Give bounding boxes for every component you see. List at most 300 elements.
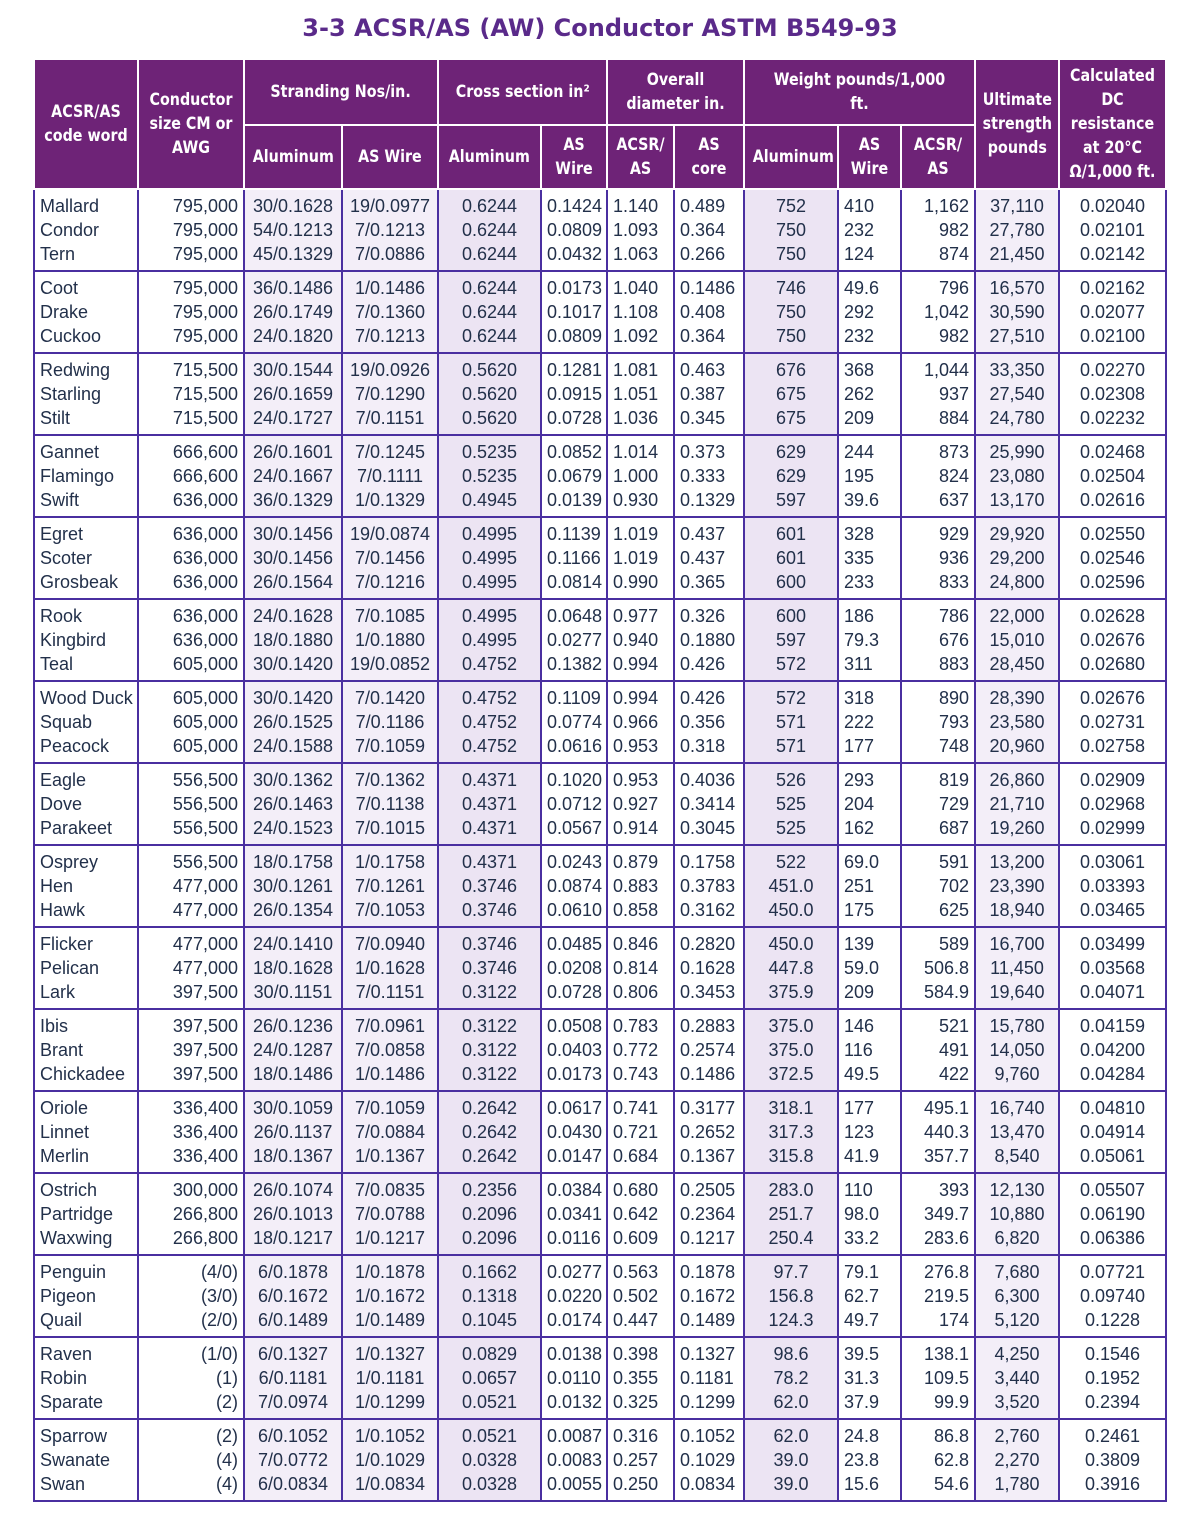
cell-diameter-acsr-as: 0.994 [607, 681, 674, 710]
cell-stranding-aluminum: 45/0.1329 [244, 242, 342, 271]
cell-conductor-size: 666,600 [138, 435, 244, 464]
cell-weight-as-wire: 62.7 [838, 1284, 901, 1308]
cell-weight-as-wire: 33.2 [838, 1226, 901, 1255]
cell-weight-acsr-as: 982 [901, 218, 975, 242]
cell-code-word: Hen [34, 874, 138, 898]
cell-cross-as-wire: 0.0220 [541, 1284, 607, 1308]
cell-cross-as-wire: 0.0277 [541, 628, 607, 652]
cell-code-word: Ostrich [34, 1173, 138, 1202]
cell-conductor-size: 266,800 [138, 1202, 244, 1226]
cell-code-word: Coot [34, 271, 138, 300]
cell-stranding-aluminum: 6/0.1489 [244, 1308, 342, 1337]
cell-diameter-as-core: 0.4036 [674, 763, 744, 792]
cell-diameter-as-core: 0.437 [674, 517, 744, 546]
cell-cross-aluminum: 0.2096 [438, 1202, 541, 1226]
cell-diameter-acsr-as: 0.684 [607, 1144, 674, 1173]
cell-cross-aluminum: 0.4995 [438, 628, 541, 652]
cell-cross-as-wire: 0.0173 [541, 271, 607, 300]
cell-weight-aluminum: 629 [744, 464, 838, 488]
cell-code-word: Chickadee [34, 1062, 138, 1091]
cell-stranding-as-wire: 1/0.1486 [342, 1062, 438, 1091]
cell-conductor-size: 556,500 [138, 816, 244, 845]
cell-weight-acsr-as: 793 [901, 710, 975, 734]
table-row [34, 1337, 1166, 1366]
cell-stranding-as-wire: 1/0.1329 [342, 488, 438, 517]
table-row [34, 927, 1166, 956]
cell-code-word: Tern [34, 242, 138, 271]
cell-stranding-aluminum: 26/0.1564 [244, 570, 342, 599]
cell-stranding-as-wire: 7/0.0884 [342, 1120, 438, 1144]
table-row [34, 1419, 1166, 1448]
cell-weight-as-wire: 123 [838, 1120, 901, 1144]
cell-conductor-size: (4) [138, 1448, 244, 1472]
cell-dc-resistance: 0.02731 [1059, 710, 1166, 734]
cell-dc-resistance: 0.04071 [1059, 980, 1166, 1009]
cell-cross-aluminum: 0.2096 [438, 1226, 541, 1255]
cell-cross-aluminum: 0.3746 [438, 898, 541, 927]
cell-weight-aluminum: 676 [744, 353, 838, 382]
cell-ultimate-strength: 18,940 [975, 898, 1059, 927]
cell-stranding-as-wire: 1/0.1880 [342, 628, 438, 652]
cell-diameter-acsr-as: 0.806 [607, 980, 674, 1009]
cell-code-word: Pigeon [34, 1284, 138, 1308]
cell-code-word: Merlin [34, 1144, 138, 1173]
cell-cross-aluminum: 0.1662 [438, 1255, 541, 1284]
cell-code-word: Gannet [34, 435, 138, 464]
cell-code-word: Condor [34, 218, 138, 242]
cell-weight-as-wire: 98.0 [838, 1202, 901, 1226]
cell-conductor-size: 397,500 [138, 1009, 244, 1038]
cell-weight-acsr-as: 491 [901, 1038, 975, 1062]
cell-cross-as-wire: 0.0277 [541, 1255, 607, 1284]
cell-ultimate-strength: 20,960 [975, 734, 1059, 763]
cell-weight-acsr-as: 506.8 [901, 956, 975, 980]
table-row [34, 599, 1166, 628]
cell-stranding-aluminum: 36/0.1486 [244, 271, 342, 300]
cell-cross-as-wire: 0.0485 [541, 927, 607, 956]
cell-weight-acsr-as: 589 [901, 927, 975, 956]
cell-diameter-as-core: 0.1029 [674, 1448, 744, 1472]
cell-cross-as-wire: 0.0915 [541, 382, 607, 406]
cell-diameter-as-core: 0.408 [674, 300, 744, 324]
cell-ultimate-strength: 25,990 [975, 435, 1059, 464]
cell-code-word: Swanate [34, 1448, 138, 1472]
cell-stranding-as-wire: 7/0.0961 [342, 1009, 438, 1038]
cell-stranding-aluminum: 24/0.1523 [244, 816, 342, 845]
cell-weight-acsr-as: 874 [901, 242, 975, 271]
cell-dc-resistance: 0.02040 [1059, 189, 1166, 218]
cell-stranding-as-wire: 7/0.1456 [342, 546, 438, 570]
cell-weight-aluminum: 571 [744, 734, 838, 763]
cell-code-word: Parakeet [34, 816, 138, 845]
cell-dc-resistance: 0.09740 [1059, 1284, 1166, 1308]
cell-dc-resistance: 0.02758 [1059, 734, 1166, 763]
table-row [34, 435, 1166, 464]
cell-cross-aluminum: 0.0829 [438, 1337, 541, 1366]
cell-dc-resistance: 0.05507 [1059, 1173, 1166, 1202]
cell-weight-acsr-as: 702 [901, 874, 975, 898]
table-row [34, 570, 1166, 599]
cell-stranding-as-wire: 7/0.1053 [342, 898, 438, 927]
cell-weight-acsr-as: 1,042 [901, 300, 975, 324]
cell-cross-as-wire: 0.0712 [541, 792, 607, 816]
table-row [34, 681, 1166, 710]
cell-stranding-aluminum: 7/0.0974 [244, 1390, 342, 1419]
cell-weight-as-wire: 110 [838, 1173, 901, 1202]
cell-diameter-as-core: 0.1880 [674, 628, 744, 652]
cell-stranding-as-wire: 1/0.1628 [342, 956, 438, 980]
table-row [34, 271, 1166, 300]
cell-weight-as-wire: 79.3 [838, 628, 901, 652]
cell-cross-as-wire: 0.1281 [541, 353, 607, 382]
cell-ultimate-strength: 11,450 [975, 956, 1059, 980]
cell-cross-as-wire: 0.0432 [541, 242, 607, 271]
cell-weight-acsr-as: 422 [901, 1062, 975, 1091]
cell-cross-aluminum: 0.6244 [438, 271, 541, 300]
cell-cross-aluminum: 0.0328 [438, 1448, 541, 1472]
cell-cross-as-wire: 0.0174 [541, 1308, 607, 1337]
cell-diameter-as-core: 0.356 [674, 710, 744, 734]
cell-conductor-size: (2/0) [138, 1308, 244, 1337]
cell-diameter-as-core: 0.345 [674, 406, 744, 435]
cell-stranding-as-wire: 7/0.0858 [342, 1038, 438, 1062]
table-row [34, 956, 1166, 980]
cell-ultimate-strength: 28,390 [975, 681, 1059, 710]
cell-dc-resistance: 0.3916 [1059, 1472, 1166, 1501]
cell-weight-as-wire: 31.3 [838, 1366, 901, 1390]
cell-weight-aluminum: 750 [744, 218, 838, 242]
cell-stranding-aluminum: 30/0.1059 [244, 1091, 342, 1120]
cell-cross-aluminum: 0.1318 [438, 1284, 541, 1308]
cell-conductor-size: 336,400 [138, 1091, 244, 1120]
cell-conductor-size: 300,000 [138, 1173, 244, 1202]
cell-weight-as-wire: 368 [838, 353, 901, 382]
cell-weight-aluminum: 250.4 [744, 1226, 838, 1255]
cell-diameter-as-core: 0.437 [674, 546, 744, 570]
cell-stranding-aluminum: 7/0.0772 [244, 1448, 342, 1472]
cell-ultimate-strength: 37,110 [975, 189, 1059, 218]
cell-stranding-aluminum: 26/0.1749 [244, 300, 342, 324]
cell-diameter-acsr-as: 0.858 [607, 898, 674, 927]
cell-cross-as-wire: 0.0147 [541, 1144, 607, 1173]
cell-weight-as-wire: 37.9 [838, 1390, 901, 1419]
cell-diameter-acsr-as: 0.814 [607, 956, 674, 980]
cell-weight-aluminum: 97.7 [744, 1255, 838, 1284]
cell-stranding-aluminum: 18/0.1758 [244, 845, 342, 874]
header-conductor-size: Conductor size CM or AWG [138, 59, 244, 189]
table-row [34, 242, 1166, 271]
cell-dc-resistance: 0.02628 [1059, 599, 1166, 628]
table-row [34, 1255, 1166, 1284]
cell-cross-as-wire: 0.0852 [541, 435, 607, 464]
cell-code-word: Raven [34, 1337, 138, 1366]
cell-conductor-size: (2) [138, 1419, 244, 1448]
cell-weight-as-wire: 293 [838, 763, 901, 792]
cell-stranding-aluminum: 30/0.1456 [244, 546, 342, 570]
cell-stranding-aluminum: 6/0.1181 [244, 1366, 342, 1390]
cell-stranding-aluminum: 26/0.1013 [244, 1202, 342, 1226]
cell-stranding-as-wire: 7/0.1362 [342, 763, 438, 792]
cell-ultimate-strength: 28,450 [975, 652, 1059, 681]
cell-diameter-as-core: 0.1217 [674, 1226, 744, 1255]
cell-cross-aluminum: 0.4752 [438, 681, 541, 710]
cell-weight-as-wire: 39.5 [838, 1337, 901, 1366]
cell-cross-as-wire: 0.0616 [541, 734, 607, 763]
cell-weight-as-wire: 124 [838, 242, 901, 271]
cell-cross-as-wire: 0.1424 [541, 189, 607, 218]
table-row [34, 1366, 1166, 1390]
cell-dc-resistance: 0.02504 [1059, 464, 1166, 488]
cell-ultimate-strength: 9,760 [975, 1062, 1059, 1091]
cell-code-word: Pelican [34, 956, 138, 980]
cell-code-word: Dove [34, 792, 138, 816]
cell-cross-aluminum: 0.4995 [438, 517, 541, 546]
cell-weight-aluminum: 39.0 [744, 1472, 838, 1501]
cell-code-word: Sparate [34, 1390, 138, 1419]
cell-cross-aluminum: 0.1045 [438, 1308, 541, 1337]
cell-diameter-acsr-as: 1.108 [607, 300, 674, 324]
cell-conductor-size: 636,000 [138, 570, 244, 599]
cell-diameter-as-core: 0.1367 [674, 1144, 744, 1173]
cell-diameter-acsr-as: 0.447 [607, 1308, 674, 1337]
table-row [34, 763, 1166, 792]
cell-stranding-as-wire: 1/0.1029 [342, 1448, 438, 1472]
cell-cross-aluminum: 0.4371 [438, 792, 541, 816]
cell-cross-aluminum: 0.4371 [438, 845, 541, 874]
cell-ultimate-strength: 2,270 [975, 1448, 1059, 1472]
cell-diameter-acsr-as: 0.680 [607, 1173, 674, 1202]
cell-cross-aluminum: 0.6244 [438, 189, 541, 218]
cell-diameter-as-core: 0.2574 [674, 1038, 744, 1062]
cell-dc-resistance: 0.02270 [1059, 353, 1166, 382]
cell-conductor-size: 795,000 [138, 218, 244, 242]
cell-diameter-acsr-as: 1.092 [607, 324, 674, 353]
cell-diameter-acsr-as: 0.316 [607, 1419, 674, 1448]
cell-weight-as-wire: 209 [838, 980, 901, 1009]
cell-stranding-as-wire: 7/0.1216 [342, 570, 438, 599]
cell-diameter-as-core: 0.463 [674, 353, 744, 382]
cell-stranding-as-wire: 1/0.1878 [342, 1255, 438, 1284]
cell-code-word: Linnet [34, 1120, 138, 1144]
cell-weight-acsr-as: 349.7 [901, 1202, 975, 1226]
header-stranding: Stranding Nos/in. [244, 59, 438, 125]
cell-diameter-as-core: 0.426 [674, 652, 744, 681]
cell-cross-aluminum: 0.0521 [438, 1390, 541, 1419]
cell-weight-acsr-as: 591 [901, 845, 975, 874]
cell-code-word: Osprey [34, 845, 138, 874]
cell-conductor-size: 605,000 [138, 710, 244, 734]
cell-ultimate-strength: 21,710 [975, 792, 1059, 816]
cell-stranding-aluminum: 30/0.1362 [244, 763, 342, 792]
cell-diameter-as-core: 0.365 [674, 570, 744, 599]
cell-conductor-size: 397,500 [138, 1062, 244, 1091]
cell-cross-as-wire: 0.0728 [541, 406, 607, 435]
cell-dc-resistance: 0.03061 [1059, 845, 1166, 874]
cell-conductor-size: 636,000 [138, 517, 244, 546]
cell-weight-acsr-as: 676 [901, 628, 975, 652]
cell-weight-acsr-as: 937 [901, 382, 975, 406]
cell-code-word: Partridge [34, 1202, 138, 1226]
cell-stranding-aluminum: 30/0.1420 [244, 652, 342, 681]
cell-conductor-size: 266,800 [138, 1226, 244, 1255]
cell-conductor-size: (1) [138, 1366, 244, 1390]
cell-ultimate-strength: 15,780 [975, 1009, 1059, 1038]
cell-diameter-acsr-as: 0.502 [607, 1284, 674, 1308]
cell-stranding-as-wire: 7/0.1151 [342, 406, 438, 435]
cell-dc-resistance: 0.03465 [1059, 898, 1166, 927]
cell-stranding-aluminum: 6/0.1878 [244, 1255, 342, 1284]
cell-weight-as-wire: 69.0 [838, 845, 901, 874]
cell-weight-as-wire: 209 [838, 406, 901, 435]
cell-cross-aluminum: 0.6244 [438, 242, 541, 271]
cell-dc-resistance: 0.02999 [1059, 816, 1166, 845]
cell-cross-as-wire: 0.0814 [541, 570, 607, 599]
cell-dc-resistance: 0.02616 [1059, 488, 1166, 517]
cell-ultimate-strength: 6,820 [975, 1226, 1059, 1255]
cell-stranding-as-wire: 7/0.1261 [342, 874, 438, 898]
cell-stranding-as-wire: 1/0.1181 [342, 1366, 438, 1390]
cell-stranding-aluminum: 18/0.1628 [244, 956, 342, 980]
cell-weight-aluminum: 251.7 [744, 1202, 838, 1226]
cell-stranding-aluminum: 18/0.1880 [244, 628, 342, 652]
cell-dc-resistance: 0.02308 [1059, 382, 1166, 406]
cell-weight-as-wire: 195 [838, 464, 901, 488]
cell-weight-aluminum: 315.8 [744, 1144, 838, 1173]
cell-weight-aluminum: 750 [744, 242, 838, 271]
cell-code-word: Eagle [34, 763, 138, 792]
cell-weight-aluminum: 450.0 [744, 898, 838, 927]
cell-weight-aluminum: 675 [744, 406, 838, 435]
cell-cross-as-wire: 0.0173 [541, 1062, 607, 1091]
cell-code-word: Flicker [34, 927, 138, 956]
cell-weight-acsr-as: 54.6 [901, 1472, 975, 1501]
cell-diameter-acsr-as: 1.140 [607, 189, 674, 218]
cell-weight-aluminum: 597 [744, 488, 838, 517]
cell-diameter-as-core: 0.2505 [674, 1173, 744, 1202]
cell-cross-aluminum: 0.4371 [438, 763, 541, 792]
cell-cross-aluminum: 0.4995 [438, 546, 541, 570]
cell-stranding-aluminum: 26/0.1463 [244, 792, 342, 816]
cell-cross-aluminum: 0.3122 [438, 1009, 541, 1038]
cell-weight-acsr-as: 884 [901, 406, 975, 435]
table-row [34, 1448, 1166, 1472]
cell-ultimate-strength: 13,200 [975, 845, 1059, 874]
table-row [34, 1120, 1166, 1144]
cell-weight-aluminum: 600 [744, 570, 838, 599]
cell-weight-acsr-as: 796 [901, 271, 975, 300]
table-row [34, 1173, 1166, 1202]
cell-conductor-size: 715,500 [138, 406, 244, 435]
cell-weight-acsr-as: 890 [901, 681, 975, 710]
cell-diameter-acsr-as: 1.051 [607, 382, 674, 406]
cell-stranding-aluminum: 30/0.1628 [244, 189, 342, 218]
header-dc-resistance: Calculated DC resistance at 20°C Ω/1,000 ft. [1059, 59, 1166, 189]
cell-diameter-acsr-as: 0.721 [607, 1120, 674, 1144]
cell-dc-resistance: 0.04914 [1059, 1120, 1166, 1144]
cell-code-word: Swift [34, 488, 138, 517]
cell-ultimate-strength: 16,570 [975, 271, 1059, 300]
cell-diameter-acsr-as: 1.036 [607, 406, 674, 435]
table-row [34, 816, 1166, 845]
cell-weight-acsr-as: 687 [901, 816, 975, 845]
cell-conductor-size: 795,000 [138, 324, 244, 353]
cell-diameter-acsr-as: 0.325 [607, 1390, 674, 1419]
cell-weight-aluminum: 601 [744, 546, 838, 570]
table-row [34, 1062, 1166, 1091]
cell-weight-as-wire: 79.1 [838, 1255, 901, 1284]
cell-cross-aluminum: 0.2356 [438, 1173, 541, 1202]
cell-cross-as-wire: 0.0403 [541, 1038, 607, 1062]
cell-diameter-as-core: 0.0834 [674, 1472, 744, 1501]
cell-diameter-acsr-as: 0.398 [607, 1337, 674, 1366]
cell-weight-as-wire: 335 [838, 546, 901, 570]
cell-weight-as-wire: 244 [838, 435, 901, 464]
cell-stranding-aluminum: 6/0.1672 [244, 1284, 342, 1308]
cell-weight-acsr-as: 1,044 [901, 353, 975, 382]
table-row [34, 898, 1166, 927]
cell-ultimate-strength: 27,780 [975, 218, 1059, 242]
cell-weight-aluminum: 98.6 [744, 1337, 838, 1366]
cell-ultimate-strength: 5,120 [975, 1308, 1059, 1337]
cell-cross-as-wire: 0.0139 [541, 488, 607, 517]
cell-conductor-size: 477,000 [138, 898, 244, 927]
cell-weight-as-wire: 15.6 [838, 1472, 901, 1501]
cell-weight-acsr-as: 824 [901, 464, 975, 488]
cell-weight-aluminum: 571 [744, 710, 838, 734]
table-row [34, 218, 1166, 242]
cell-diameter-acsr-as: 0.642 [607, 1202, 674, 1226]
cell-ultimate-strength: 19,640 [975, 980, 1059, 1009]
cell-weight-aluminum: 525 [744, 792, 838, 816]
cell-weight-aluminum: 750 [744, 324, 838, 353]
cell-weight-acsr-as: 62.8 [901, 1448, 975, 1472]
cell-diameter-acsr-as: 0.966 [607, 710, 674, 734]
cell-weight-aluminum: 124.3 [744, 1308, 838, 1337]
cell-diameter-acsr-as: 0.953 [607, 763, 674, 792]
cell-ultimate-strength: 16,700 [975, 927, 1059, 956]
cell-cross-as-wire: 0.0208 [541, 956, 607, 980]
cell-stranding-aluminum: 6/0.0834 [244, 1472, 342, 1501]
cell-weight-acsr-as: 521 [901, 1009, 975, 1038]
cell-ultimate-strength: 29,200 [975, 546, 1059, 570]
cell-diameter-as-core: 0.3414 [674, 792, 744, 816]
cell-diameter-acsr-as: 0.914 [607, 816, 674, 845]
cell-cross-as-wire: 0.0055 [541, 1472, 607, 1501]
cell-weight-acsr-as: 982 [901, 324, 975, 353]
cell-cross-as-wire: 0.1017 [541, 300, 607, 324]
cell-weight-acsr-as: 86.8 [901, 1419, 975, 1448]
cell-ultimate-strength: 27,510 [975, 324, 1059, 353]
cell-diameter-as-core: 0.1489 [674, 1308, 744, 1337]
cell-stranding-as-wire: 19/0.0874 [342, 517, 438, 546]
cell-cross-as-wire: 0.0430 [541, 1120, 607, 1144]
table-row [34, 734, 1166, 763]
cell-dc-resistance: 0.02077 [1059, 300, 1166, 324]
cell-cross-aluminum: 0.0521 [438, 1419, 541, 1448]
cell-weight-as-wire: 222 [838, 710, 901, 734]
cell-weight-as-wire: 23.8 [838, 1448, 901, 1472]
cell-dc-resistance: 0.06386 [1059, 1226, 1166, 1255]
cell-weight-acsr-as: 393 [901, 1173, 975, 1202]
cell-diameter-acsr-as: 0.743 [607, 1062, 674, 1091]
table-row [34, 189, 1166, 218]
cell-cross-as-wire: 0.0610 [541, 898, 607, 927]
cell-code-word: Quail [34, 1308, 138, 1337]
cell-stranding-as-wire: 7/0.1186 [342, 710, 438, 734]
cell-stranding-aluminum: 26/0.1525 [244, 710, 342, 734]
cell-conductor-size: 666,600 [138, 464, 244, 488]
cell-stranding-as-wire: 1/0.1486 [342, 271, 438, 300]
